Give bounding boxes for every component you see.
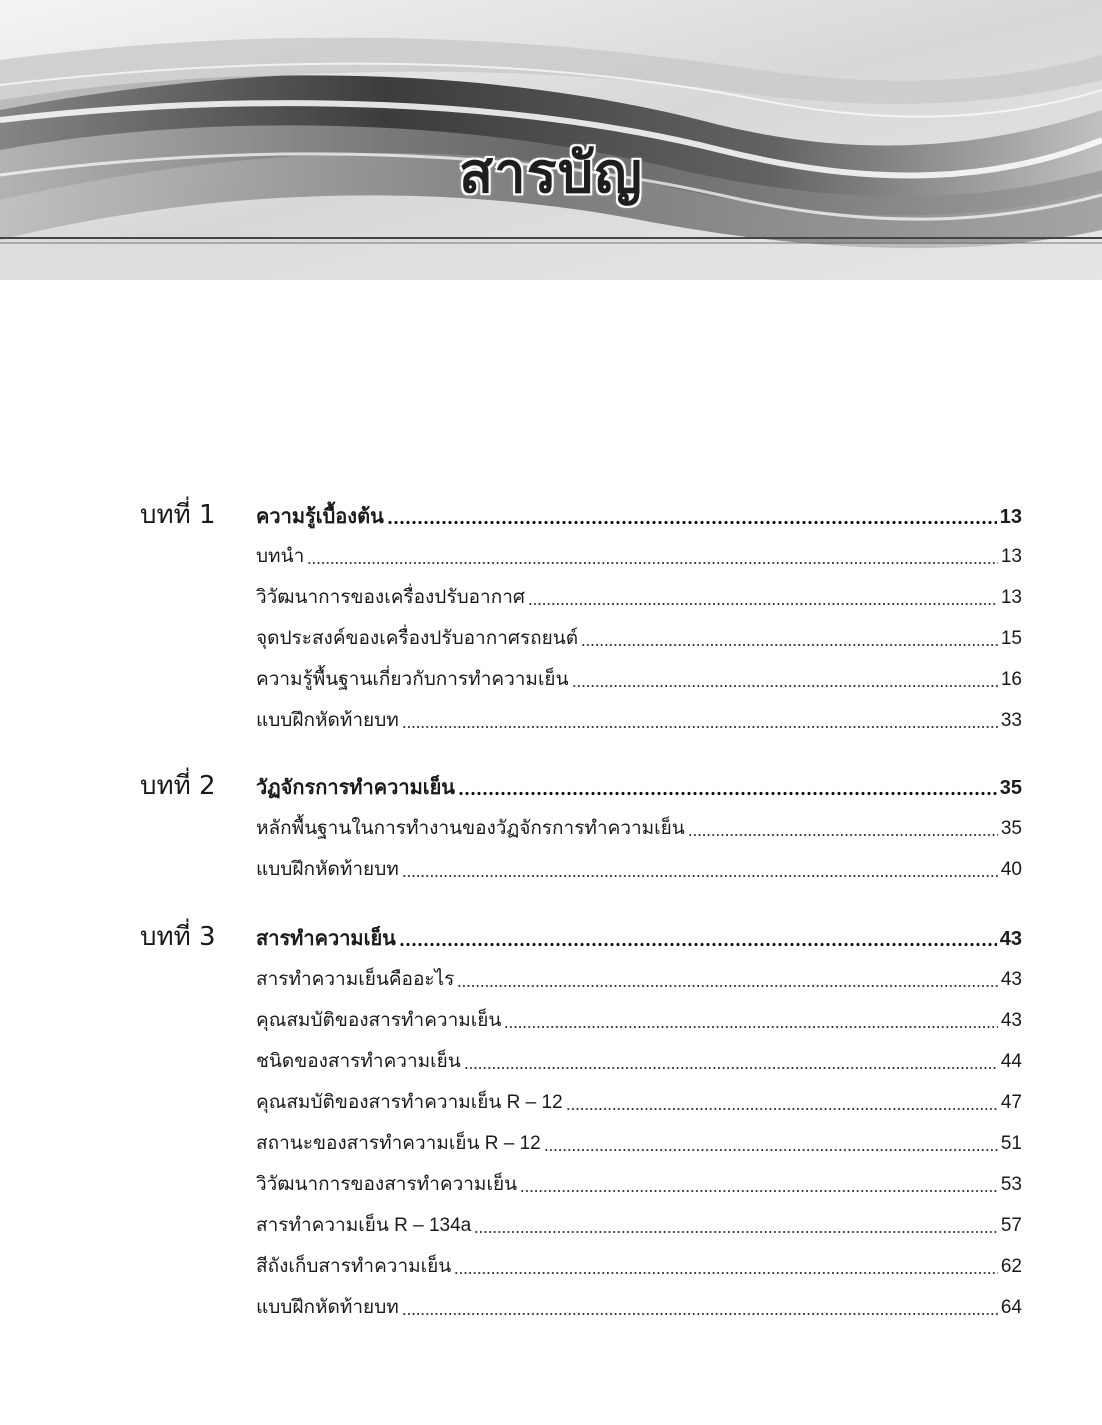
dot-leader bbox=[307, 545, 998, 565]
toc-entry[interactable] bbox=[256, 1250, 1022, 1280]
dot-leader bbox=[581, 627, 998, 647]
entry-title: คุณสมบัติของสารทำความเย็น bbox=[256, 1010, 502, 1031]
entry-title: คุณสมบัติของสารทำความเย็น R – 12 bbox=[256, 1092, 563, 1113]
entry-title: สารทำความเย็นคืออะไร bbox=[256, 969, 455, 990]
chapter-title: วัฏจักรการทำความเย็น bbox=[256, 777, 455, 799]
chapter-label: บทที่ 2 bbox=[140, 771, 216, 801]
dot-leader bbox=[572, 668, 998, 688]
dot-leader bbox=[387, 505, 997, 525]
toc-entry[interactable] bbox=[256, 704, 1022, 734]
toc-entry[interactable] bbox=[256, 812, 1022, 842]
toc-entry[interactable] bbox=[256, 853, 1022, 883]
toc-entry[interactable] bbox=[256, 663, 1022, 693]
page-number: 47 bbox=[1000, 1092, 1022, 1113]
page-number: 43 bbox=[1000, 969, 1022, 990]
page-number: 43 bbox=[999, 928, 1022, 950]
dot-leader bbox=[402, 858, 998, 878]
page-number: 13 bbox=[1000, 546, 1022, 567]
page-number: 51 bbox=[1000, 1133, 1022, 1154]
chapter-label: บทที่ 3 bbox=[140, 922, 216, 952]
dot-leader bbox=[454, 1255, 998, 1275]
chapter-title: สารทำความเย็น bbox=[256, 928, 396, 950]
entry-title: สารทำความเย็น R – 134a bbox=[256, 1215, 472, 1236]
entry-title: สถานะของสารทำความเย็น R – 12 bbox=[256, 1133, 541, 1154]
entry-title: วิวัฒนาการของสารทำความเย็น bbox=[256, 1174, 518, 1195]
toc-entry[interactable] bbox=[256, 963, 1022, 993]
dot-leader bbox=[474, 1214, 998, 1234]
toc-entry[interactable] bbox=[256, 1291, 1022, 1321]
page-number: 13 bbox=[999, 506, 1022, 528]
toc-entry[interactable] bbox=[256, 1209, 1022, 1239]
toc-entry[interactable] bbox=[256, 1045, 1022, 1075]
page-number: 16 bbox=[1000, 669, 1022, 690]
dot-leader bbox=[402, 709, 998, 729]
page-number: 40 bbox=[1000, 859, 1022, 880]
entry-title: หลักพื้นฐานในการทำงานของวัฏจักรการทำความเย็น bbox=[256, 818, 685, 839]
page-number: 13 bbox=[1000, 587, 1022, 608]
page-number: 44 bbox=[1000, 1051, 1022, 1072]
dot-leader bbox=[457, 968, 998, 988]
dot-leader bbox=[504, 1009, 997, 1029]
dot-leader bbox=[520, 1173, 998, 1193]
dot-leader bbox=[528, 586, 998, 606]
dot-leader bbox=[566, 1091, 998, 1111]
toc-entry[interactable] bbox=[256, 1127, 1022, 1157]
dot-leader bbox=[402, 1296, 998, 1316]
entry-title: ชนิดของสารทำความเย็น bbox=[256, 1051, 461, 1072]
entry-title: แบบฝึกหัดท้ายบท bbox=[256, 710, 399, 731]
entry-title: แบบฝึกหัดท้ายบท bbox=[256, 1297, 399, 1318]
dot-leader bbox=[464, 1050, 998, 1070]
entry-title: วิวัฒนาการของเครื่องปรับอากาศ bbox=[256, 587, 525, 608]
page-number: 53 bbox=[1000, 1174, 1022, 1195]
toc-entry[interactable] bbox=[256, 1086, 1022, 1116]
entry-title: สีถังเก็บสารทำความเย็น bbox=[256, 1256, 452, 1277]
page-number: 62 bbox=[1000, 1256, 1022, 1277]
chapter-title-row[interactable] bbox=[256, 500, 1022, 530]
page-number: 57 bbox=[1000, 1215, 1022, 1236]
chapter-label: บทที่ 1 bbox=[140, 500, 216, 530]
entry-title: แบบฝึกหัดท้ายบท bbox=[256, 859, 399, 880]
dot-leader bbox=[544, 1132, 998, 1152]
entry-title: ความรู้พื้นฐานเกี่ยวกับการทำความเย็น bbox=[256, 669, 569, 690]
entry-title: บทนำ bbox=[256, 546, 305, 567]
toc-entry[interactable] bbox=[256, 581, 1022, 611]
toc-entry[interactable] bbox=[256, 1168, 1022, 1198]
page-title: สารบัญ bbox=[459, 141, 643, 206]
toc-entry[interactable] bbox=[256, 540, 1022, 570]
page-number: 33 bbox=[1000, 710, 1022, 731]
dot-leader bbox=[688, 817, 998, 837]
page-number: 35 bbox=[1000, 818, 1022, 839]
chapter-title: ความรู้เบื้องต้น bbox=[256, 506, 384, 528]
dot-leader bbox=[458, 776, 997, 796]
toc-entry[interactable] bbox=[256, 622, 1022, 652]
page-number: 43 bbox=[1000, 1010, 1022, 1031]
toc-entry[interactable] bbox=[256, 1004, 1022, 1034]
entry-title: จุดประสงค์ของเครื่องปรับอากาศรถยนต์ bbox=[256, 628, 579, 649]
chapter-title-row[interactable] bbox=[256, 771, 1022, 801]
dot-leader bbox=[399, 927, 997, 947]
chapter-title-row[interactable] bbox=[256, 922, 1022, 952]
page-number: 64 bbox=[1000, 1297, 1022, 1318]
page-number: 35 bbox=[999, 777, 1022, 799]
page-number: 15 bbox=[1000, 628, 1022, 649]
